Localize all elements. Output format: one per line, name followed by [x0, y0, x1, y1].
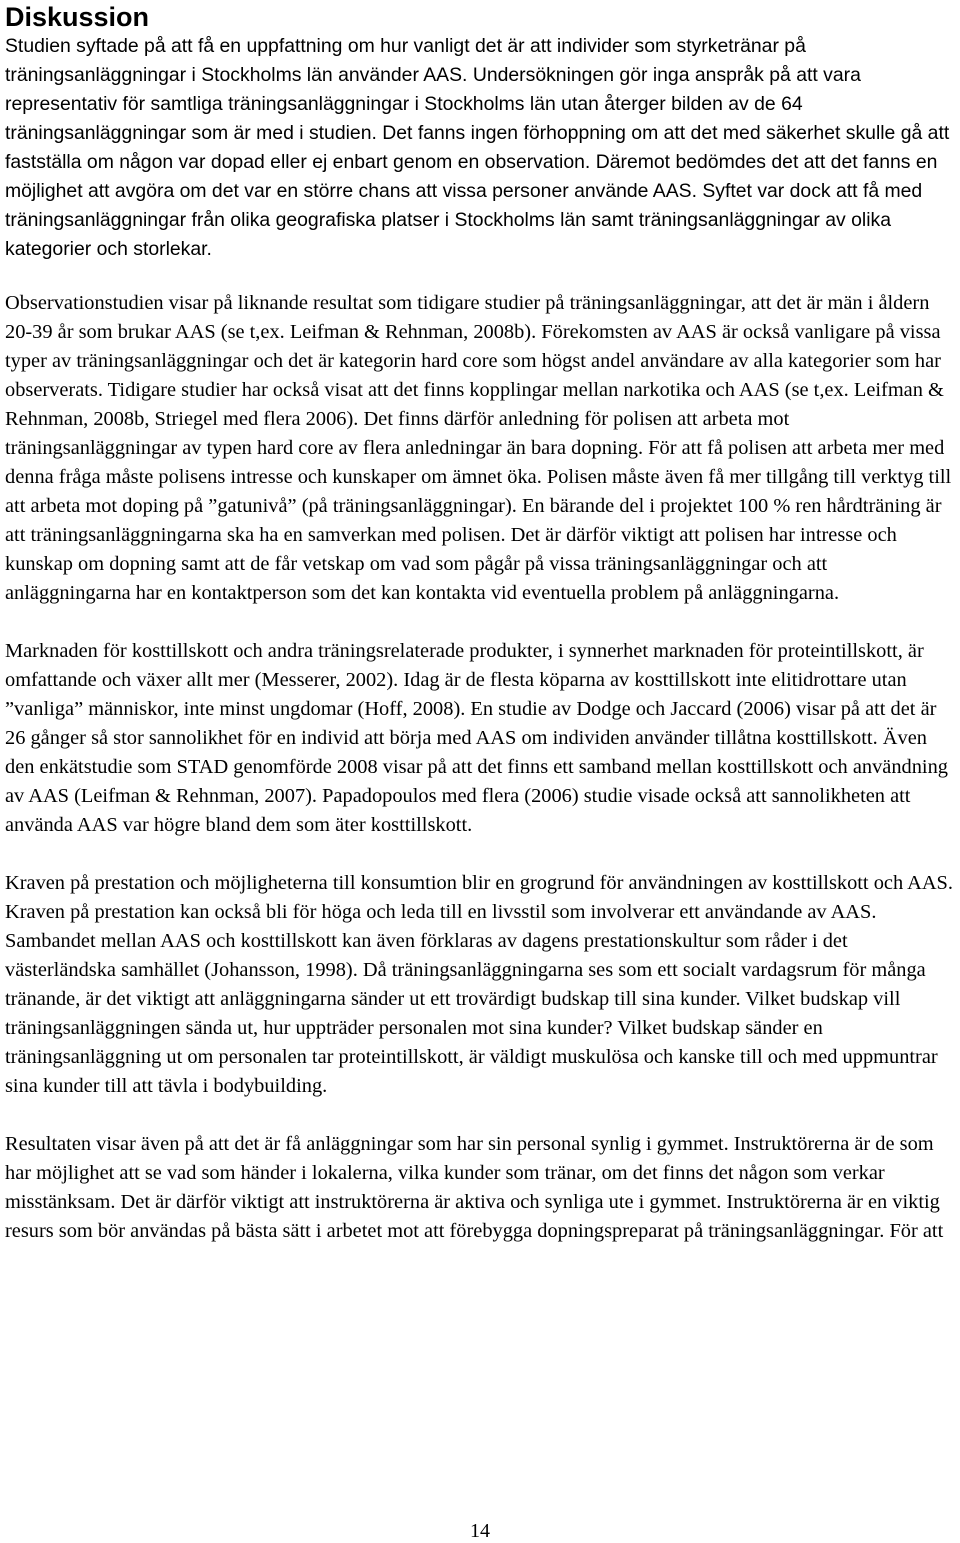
section-heading: Diskussion: [5, 2, 150, 32]
page-number: 14: [470, 1520, 490, 1542]
paragraph-performance-demands: Kraven på prestation och möjligheterna till konsumtion blir en grogrund för användningen av kosttillskott och AAS. Kraven på prestation kan också bli för höga och leda till en livsstil som involverar ett användande av AAS. Sambandet mellan AAS och kosttillskott kan även förklaras av dagens prestationskultur som råder i det västerländska samhället (Johansson, 1998). Då träningsanläggningarna ses som ett socialt vardagsrum för många tränande, är det viktigt att anläggningarna sänder ut ett trovärdigt budskap till sina kunder. Vilket budskap vill träningsanläggningen sända ut, hur uppträder personalen mot sina kunder? Vilket budskap sänder en träningsanläggning ut om personalen tar proteintillskott, är väldigt muskulösa och kanske till och med uppmuntrar sina kunder till att tävla i bodybuilding.: [5, 872, 953, 1097]
paragraph-observation-study: Observationstudien visar på liknande resultat som tidigare studier på träningsanläggningar, att det är män i åldern 20-39 år som brukar AAS (se t,ex. Leifman & Rehnman, 2008b). Förekomsten av AAS är också vanligare på vissa typer av träningsanläggningar och det är kategorin hard core som högst andel användare av alla kategorier som har observerats. Tidigare studier har också visat att det finns kopplingar mellan narkotika och AAS (se t,ex. Leifman & Rehnman, 2008b, Striegel med flera 2006). Det finns därför anledning för polisen att arbeta mot träningsanläggningar av typen hard core av flera anledningar än bara dopning. För att få polisen att arbeta mer med denna fråga måste polisens intresse och kunskaper om ämnet öka. Polisen måste även få mer tillgång till verktyg till att arbeta mot doping på ”gatunivå” (på träningsanläggningar). En bärande del i projektet 100 % ren hårdträning är att träningsanläggningarna ska ha en samverkan med polisen. Det är därför viktigt att polisen har intresse och kunskap om dopning samt att de får vetskap om vad som pågår på vissa träningsanläggningar och att anläggningarna har en kontaktperson som det kan kontakta vid eventuella problem på anläggningarna.: [5, 292, 952, 604]
paragraph-study-purpose: Studien syftade på att få en uppfattning om hur vanligt det är att individer som styrketränar på träningsanläggningar i Stockholms län använder AAS. Undersökningen gör inga anspråk på att vara representativ för samtliga träningsanläggningar i Stockholms län utan återger bilden av de 64 träningsanläggningar som är med i studien. Det fanns ingen förhoppning om att det med säkerhet skulle gå att fastställa om någon var dopad eller ej enbart genom en observation. Däremot bedömdes det att det fanns en möjlighet att avgöra om det var en större chans att vissa personer använde AAS. Syftet var dock att få med träningsanläggningar från olika geografiska platser i Stockholms län samt träningsanläggningar av olika kategorier och storlekar.: [5, 35, 950, 260]
document-page: [5, 0, 957, 1275]
paragraph-staff-visibility: Resultaten visar även på att det är få anläggningar som har sin personal synlig i gymmet. Instruktörerna är de som har möjlighet att se vad som händer i lokalerna, vilka kunder som tränar, om det finns det någon som verkar misstänksam. Det är därför viktigt att instruktörerna är aktiva och synliga ute i gymmet. Instruktörerna är en viktig resurs som bör användas på bästa sätt i arbetet mot att förebygga dopningspreparat på träningsanläggningar. För att: [5, 1133, 944, 1242]
paragraph-supplement-market: Marknaden för kosttillskott och andra träningsrelaterade produkter, i synnerhet marknaden för proteintillskott, är omfattande och växer allt mer (Messerer, 2002). Idag är de flesta köparna av kosttillskott inte elitidrottare utan ”vanliga” människor, inte minst ungdomar (Hoff, 2008). En studie av Dodge och Jaccard (2006) visar på att det är 26 gånger så stor sannolikhet för en individ att börja med AAS om individen använder tillåtna kosttillskott. Även den enkätstudie som STAD genomförde 2008 visar på att det finns ett samband mellan kosttillskott och användning av AAS (Leifman & Rehnman, 2007). Papadopoulos med flera (2006) studie visade också att sannolikheten att använda AAS var högre bland dem som äter kosttillskott.: [5, 640, 948, 836]
